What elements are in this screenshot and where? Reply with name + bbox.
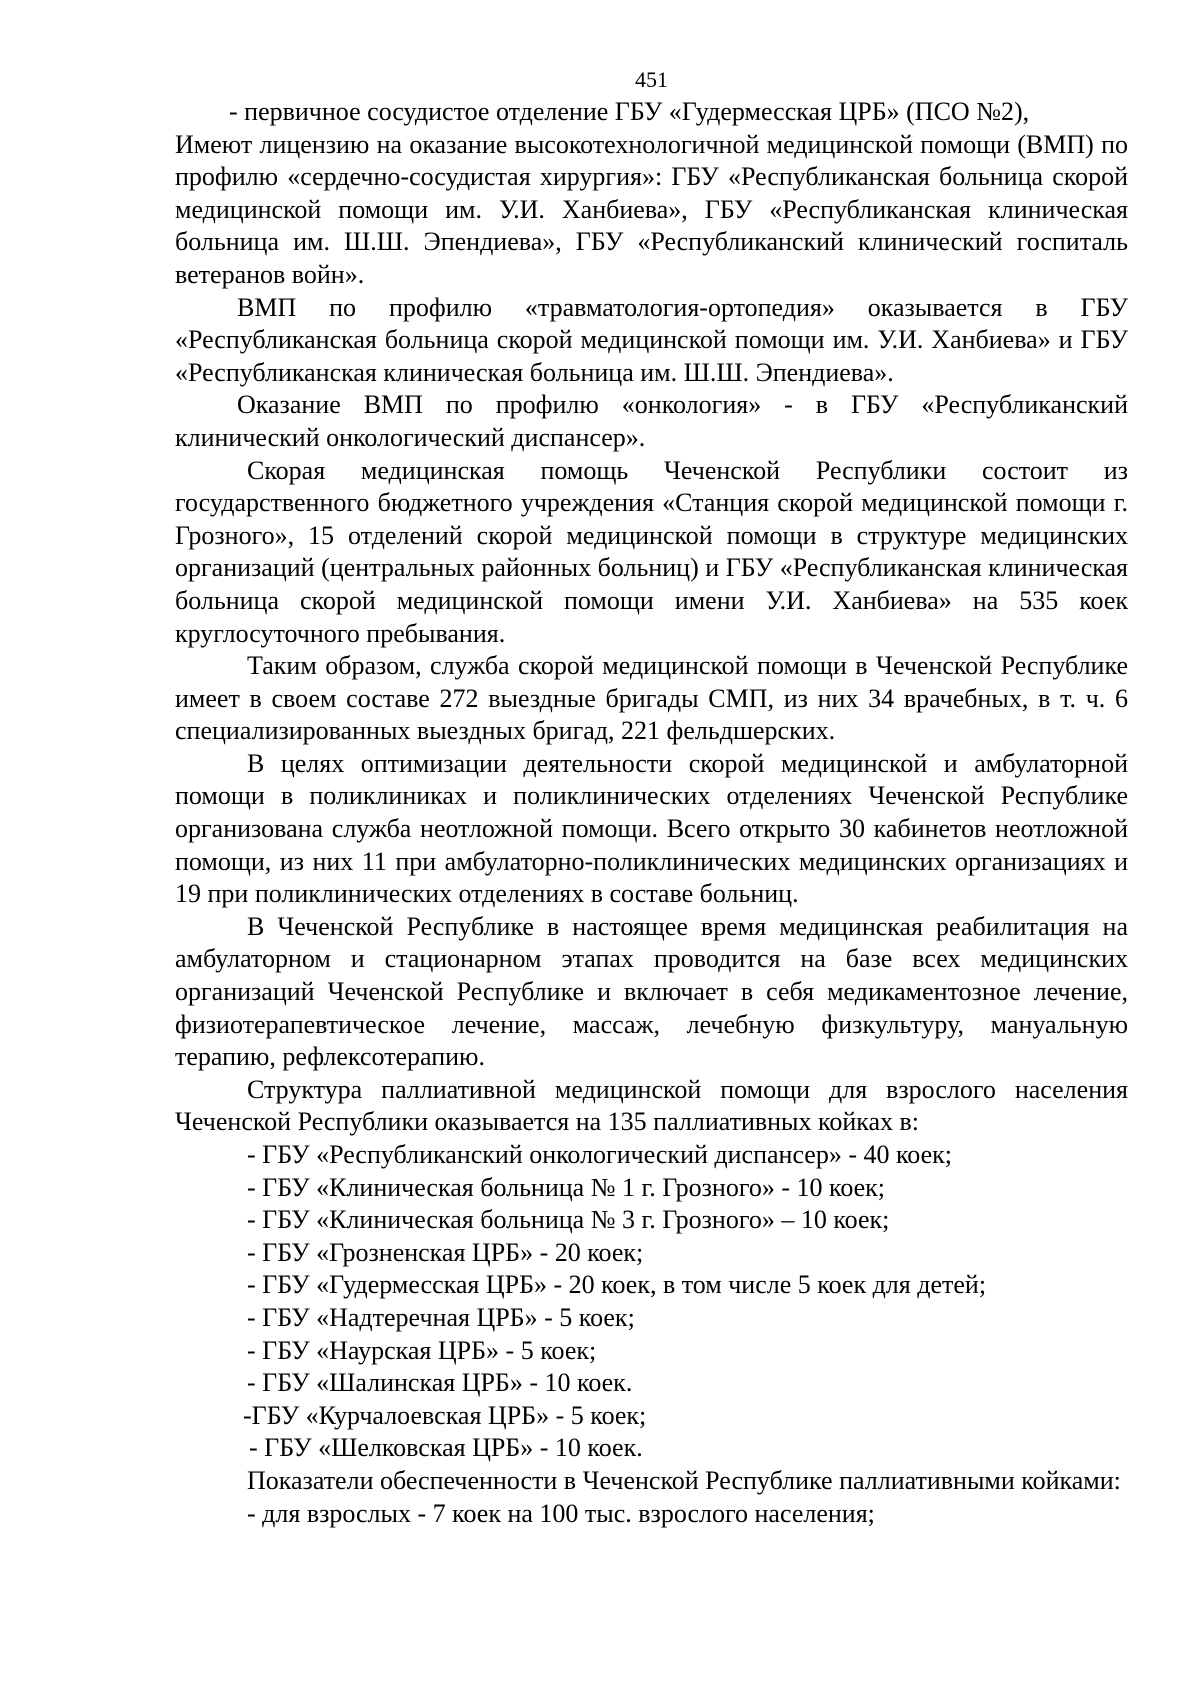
page-number: 451 — [635, 67, 668, 92]
paragraph-urgent-care: В целях оптимизации деятельности скорой медицинской и амбулаторной помощи в поликлиниках и поликлинических отделениях Чеченской Республике организована служба неотложной помощи. Всего открыто 30 кабинетов неотложной помощи, из них 11 при амбулаторно-поликлинических медицинских организациях и 19 при поликлинических отделениях в составе больниц. — [175, 748, 1128, 909]
list-item: - ГБУ «Шелковская ЦРБ» - 10 коек. — [249, 1433, 643, 1463]
list-item: - ГБУ «Республиканский онкологический диспансер» - 40 коек; — [247, 1140, 953, 1169]
list-item: - ГБУ «Надтеречная ЦРБ» - 5 коек; — [247, 1302, 635, 1332]
list-item: - ГБУ «Клиническая больница № 3 г. Грозного» – 10 коек; — [247, 1205, 890, 1235]
list-item: - ГБУ «Гудермесская ЦРБ» - 20 коек, в том числе 5 коек для детей; — [247, 1270, 987, 1300]
list-item: - для взрослых - 7 коек на 100 тыс. взрослого населения; — [247, 1498, 875, 1528]
paragraph-vmp-licenses: Имеют лицензию на оказание высокотехнологичной медицинской помощи (ВМП) по профилю «сердечно-сосудистая хирургия»: ГБУ «Республиканская больница скорой медицинской помощи им. У.И. Ханбиева», ГБУ «Республиканская клиническая больница им. Ш.Ш. Эпендиева», ГБУ «Республиканский клинический госпиталь ветеранов войн». — [175, 129, 1128, 289]
paragraph-pso: - первичное сосудистое отделение ГБУ «Гудермесская ЦРБ» (ПСО №2), — [229, 97, 1030, 126]
document-page — [175, 64, 1128, 1530]
list-item: - ГБУ «Наурская ЦРБ» - 5 коек; — [247, 1335, 597, 1365]
paragraph-emergency-care: Скорая медицинская помощь Чеченской Республики состоит из государственного бюджетного учреждения «Станция скорой медицинской помощи г. Грозного», 15 отделений скорой медицинской помощи в структуре медицинских организаций (центральных районных больниц) и ГБУ «Республиканская клиническая больница скорой медицинской помощи имени У.И. Ханбиева» на 535 коек круглосуточного пребывания. — [175, 455, 1128, 648]
list-item: - ГБУ «Грозненская ЦРБ» - 20 коек; — [247, 1237, 644, 1267]
list-item: - ГБУ «Клиническая больница № 1 г. Грозного» - 10 коек; — [247, 1172, 886, 1202]
paragraph-vmp-oncology: Оказание ВМП по профилю «онкология» - в ГБУ «Республиканский клинический онкологический диспансер». — [175, 390, 1128, 452]
paragraph-palliative-structure: Структура паллиативной медицинской помощи для взрослого населения Чеченской Республики оказывается на 135 паллиативных койках в: — [175, 1074, 1128, 1137]
paragraph-vmp-trauma: ВМП по профилю «травматология-ортопедия» оказывается в ГБУ «Республиканская больница скорой медицинской помощи им. У.И. Ханбиева» и ГБУ «Республиканская клиническая больница им. Ш.Ш. Эпендиева». — [175, 292, 1128, 387]
paragraph-bed-provision: Показатели обеспеченности в Чеченской Республике паллиативными койками: — [247, 1465, 1121, 1495]
palliative-bed-list — [175, 1139, 1128, 1465]
paragraph-rehabilitation: В Чеченской Республике в настоящее время медицинская реабилитация на амбулаторном и стационарном этапах проводится на базе всех медицинских организаций Чеченской Республике и включает в себя медикаментозное лечение, физиотерапевтическое лечение, массаж, лечебную физкультуру, мануальную терапию, рефлексотерапию. — [175, 911, 1128, 1072]
paragraph-emergency-teams: Таким образом, служба скорой медицинской помощи в Чеченской Республике имеет в своем составе 272 выездные бригады СМП, из них 34 врачебных, в т. ч. 6 специализированных выездных бригад, 221 фельдшерских. — [175, 651, 1128, 746]
list-item: - ГБУ «Шалинская ЦРБ» - 10 коек. — [247, 1368, 633, 1398]
list-item: -ГБУ «Курчалоевская ЦРБ» - 5 коек; — [243, 1400, 647, 1430]
